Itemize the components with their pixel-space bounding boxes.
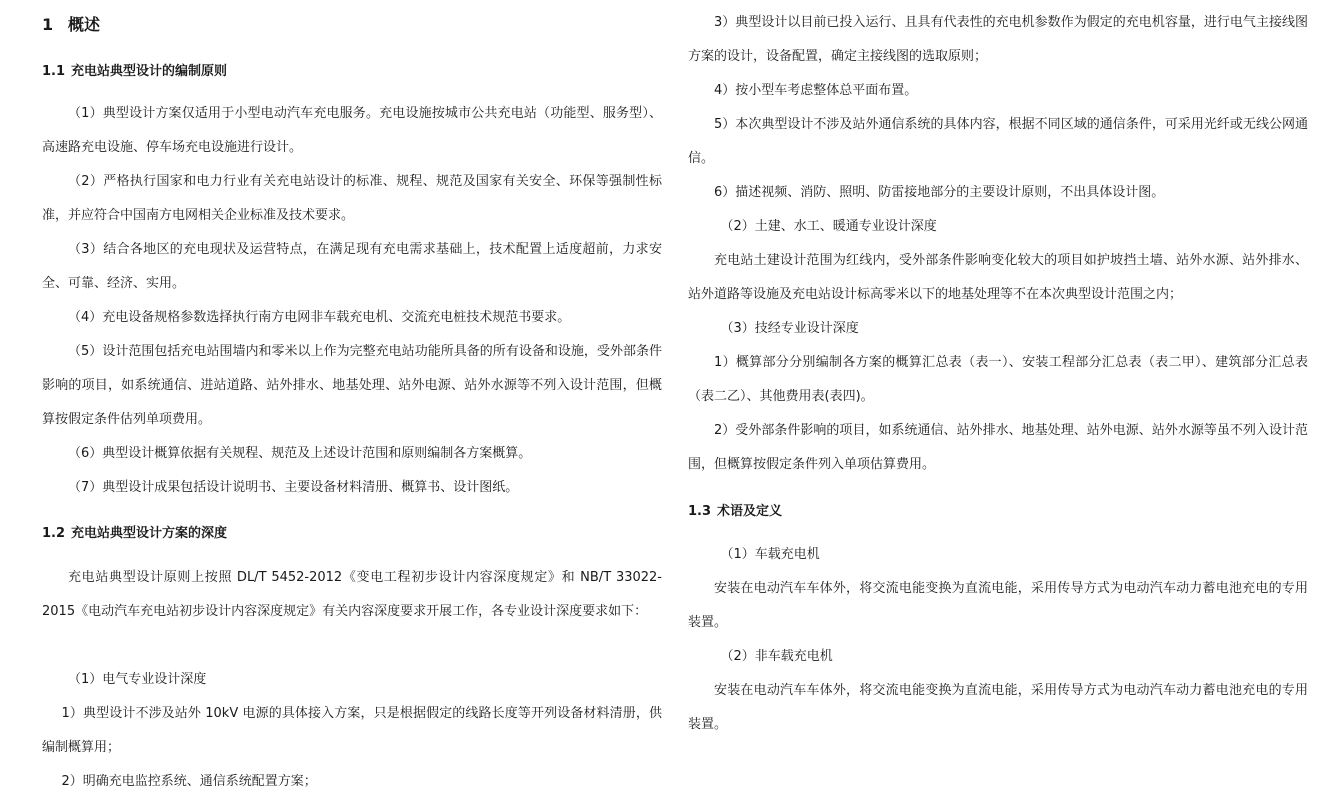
electrical-item-1: 1）典型设计不涉及站外 10kV 电源的具体接入方案，只是根据假定的线路长度等开列设备材料清册，供编制概算用； [42, 706, 662, 755]
section-heading-1-1 [42, 60, 227, 79]
electrical-item-5: 5）本次典型设计不涉及站外通信系统的具体内容，根据不同区域的通信条件，可采用光纤或无线公网通信。 [688, 117, 1308, 166]
electrical-item-6: 6）描述视频、消防、照明、防雷接地部分的主要设计原则，不出具体设计图。 [714, 185, 1165, 200]
chapter-heading [42, 12, 100, 35]
section-number: 1.3 [688, 504, 712, 519]
paragraph-1-2-intro: 充电站典型设计原则上按照 DL/T 5452-2012《变电工程初步设计内容深度规定》和 NB/T 33022-2015《电动汽车充电站初步设计内容深度规定》有关内容深度要求开展工作，各专业设计深度要求如下： [42, 570, 662, 619]
term-1-definition: 安装在电动汽车车体外，将交流电能变换为直流电能，采用传导方式为电动汽车动力蓄电池充电的专用装置。 [688, 581, 1308, 630]
section-heading-1-2 [42, 522, 227, 541]
paragraph-1-1-7: （7）典型设计成果包括设计说明书、主要设备材料清册、概算书、设计图纸。 [68, 480, 519, 495]
section-number: 1.1 [42, 64, 66, 79]
subheading-electrical: （1）电气专业设计深度 [68, 672, 207, 687]
section-title: 充电站典型设计方案的深度 [71, 526, 228, 541]
term-2-heading: （2）非车载充电机 [720, 649, 833, 664]
economics-item-2: 2）受外部条件影响的项目，如系统通信、站外排水、地基处理、站外电源、站外水源等虽不列入设计范围，但概算按假定条件列入单项估算费用。 [688, 423, 1308, 472]
paragraph-1-1-5: （5）设计范围包括充电站围墙内和零米以上作为完整充电站功能所具备的所有设备和设施，受外部条件影响的项目，如系统通信、进站道路、站外排水、地基处理、站外电源、站外水源等不列入设计范围，但概算按假定条件估列单项费用。 [42, 344, 662, 427]
economics-item-1: 1）概算部分分别编制各方案的概算汇总表（表一）、安装工程部分汇总表（表二甲）、建筑部分汇总表（表二乙）、其他费用表(表四)。 [688, 355, 1308, 404]
electrical-item-2: 2）明确充电监控系统、通信系统配置方案； [61, 774, 317, 789]
section-title: 术语及定义 [717, 504, 783, 519]
term-1-heading: （1）车载充电机 [720, 547, 820, 562]
electrical-item-3: 3）典型设计以目前已投入运行、且具有代表性的充电机参数作为假定的充电机容量，进行电气主接线图方案的设计，设备配置，确定主接线图的选取原则； [688, 15, 1308, 64]
paragraph-1-1-4: （4）充电设备规格参数选择执行南方电网非车载充电机、交流充电桩技术规范书要求。 [68, 310, 571, 325]
chapter-number: 1 [42, 15, 54, 34]
paragraph-1-1-3: （3）结合各地区的充电现状及运营特点，在满足现有充电需求基础上，技术配置上适度超前，力求安全、可靠、经济、实用。 [42, 242, 662, 291]
paragraph-1-1-6: （6）典型设计概算依据有关规程、规范及上述设计范围和原则编制各方案概算。 [68, 446, 532, 461]
civil-paragraph: 充电站土建设计范围为红线内，受外部条件影响变化较大的项目如护坡挡土墙、站外水源、站外排水、站外道路等设施及充电站设计标高零米以下的地基处理等不在本次典型设计范围之内； [688, 253, 1308, 302]
subheading-civil: （2）土建、水工、暖通专业设计深度 [720, 219, 937, 234]
term-2-definition: 安装在电动汽车车体外，将交流电能变换为直流电能，采用传导方式为电动汽车动力蓄电池充电的专用装置。 [688, 683, 1308, 732]
paragraph-1-1-2: （2）严格执行国家和电力行业有关充电站设计的标准、规程、规范及国家有关安全、环保等强制性标准，并应符合中国南方电网相关企业标准及技术要求。 [42, 174, 662, 223]
section-heading-1-3 [688, 500, 782, 519]
chapter-title: 概述 [68, 15, 101, 34]
electrical-item-4: 4）按小型车考虑整体总平面布置。 [714, 83, 918, 98]
paragraph-1-1-1: （1）典型设计方案仅适用于小型电动汽车充电服务。充电设施按城市公共充电站（功能型、服务型）、高速路充电设施、停车场充电设施进行设计。 [42, 106, 662, 155]
section-number: 1.2 [42, 526, 66, 541]
section-title: 充电站典型设计的编制原则 [71, 64, 228, 79]
subheading-economics: （3）技经专业设计深度 [720, 321, 859, 336]
